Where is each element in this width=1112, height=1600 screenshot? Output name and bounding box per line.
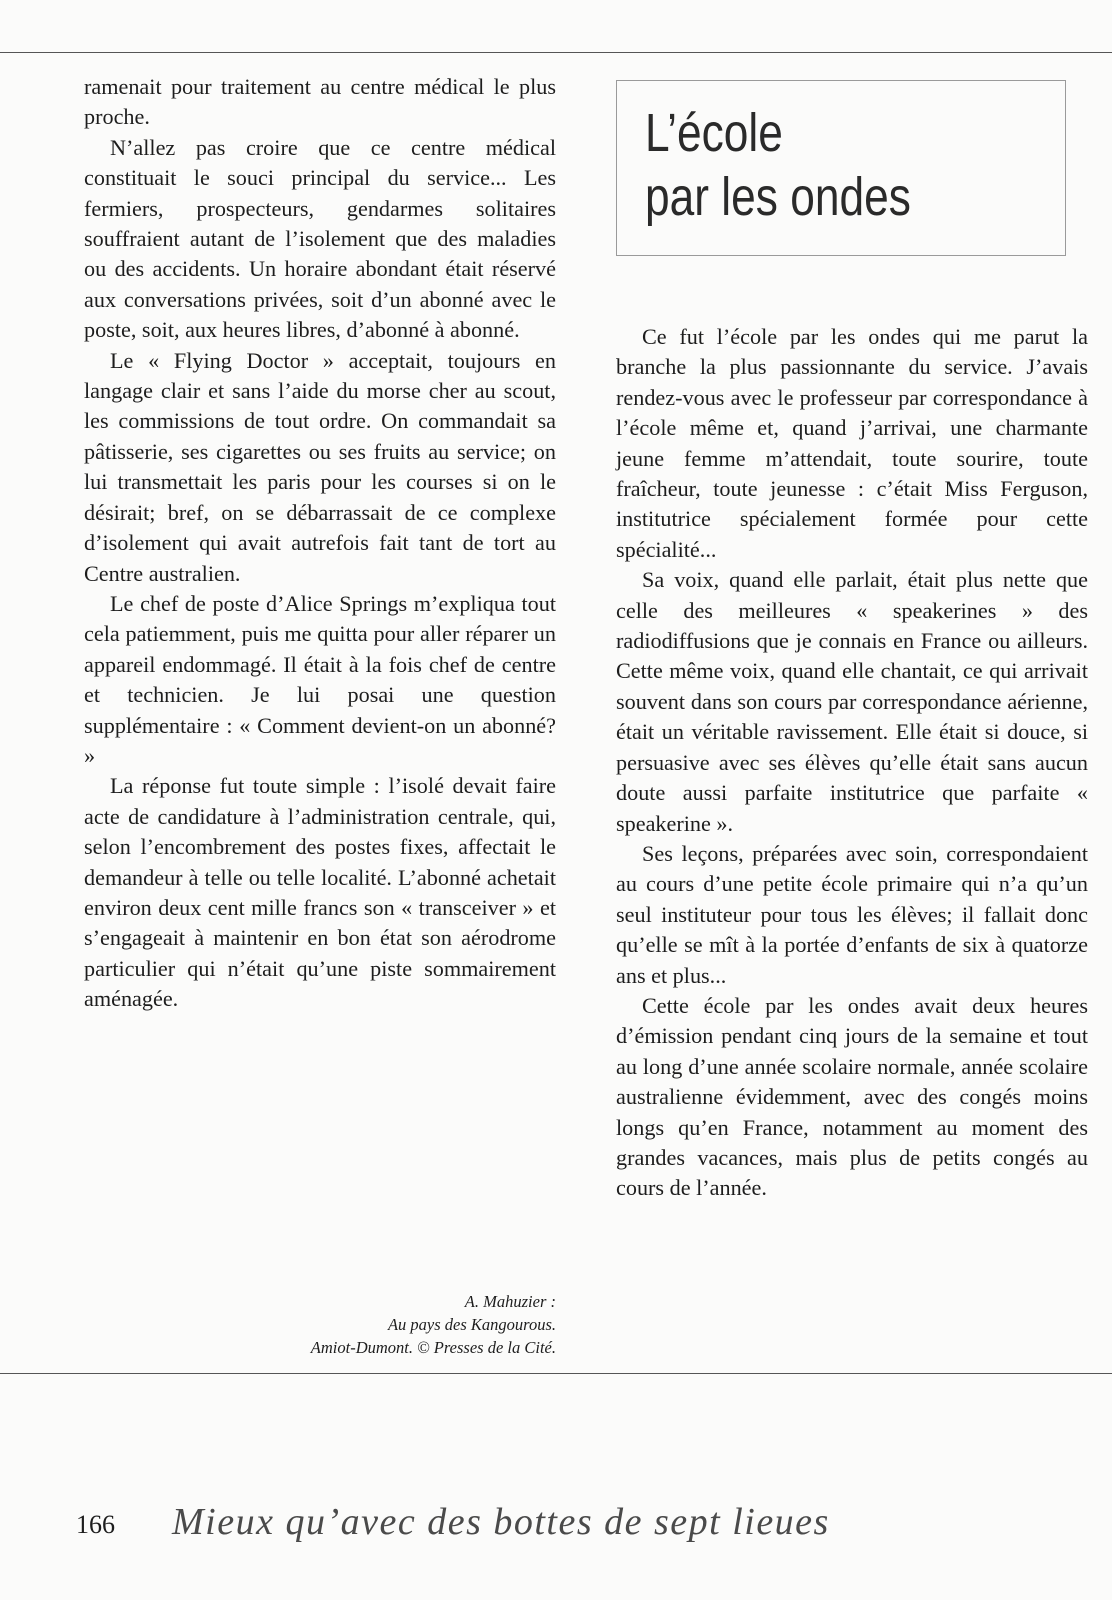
left-column [84, 72, 556, 1015]
section-title-line-2: par les ondes [645, 167, 911, 227]
paragraph: Cette école par les ondes avait deux heures d’émission pendant cinq jours de la semaine et tout au long d’une année scolaire normale, année scolaire australienne évidemment, avec des congés moins longs qu’en France, notamment au moment des grandes vacances, mais plus de petits congés au cours de l’année. [616, 992, 1088, 1201]
running-title: Mieux qu’avec des bottes de sept lieues [172, 1501, 830, 1543]
top-rule [0, 52, 1112, 53]
right-column [616, 322, 1088, 1204]
citation-book-title: Au pays des Kangourous. [387, 1315, 556, 1334]
section-title-line-1: L’école [645, 103, 783, 163]
page-number: 166 [76, 1510, 115, 1539]
citation-author: A. Mahuzier : [464, 1292, 556, 1311]
section-title-box [616, 80, 1066, 256]
paragraph: Ses leçons, préparées avec soin, correspondaient au cours d’une petite école primaire qui n’a qu’un seul instituteur pour tous les élèves; il fallait donc qu’elle se mît à la portée d’enfants de six à quatorze ans et plus... [616, 840, 1088, 988]
paragraph: Le « Flying Doctor » acceptait, toujours en langage clair et sans l’aide du morse cher au scout, les commissions de tout ordre. On commandait sa pâtisserie, ses cigarettes ou ses fruits au service; on lui transmettait les paris pour les courses si on le désirait; bref, on se débarrassait de ce complexe d’isolement qui avait autrefois fait tant de tort au Centre australien. [84, 347, 556, 586]
paragraph: Le chef de poste d’Alice Springs m’expliqua tout cela patiemment, puis me quitta pour aller réparer un appareil endommagé. Il était à la fois chef de centre et technicien. Je lui posai une question supplémentaire : « Comment devient-on un abonné? » [84, 590, 556, 768]
paragraph: Sa voix, quand elle parlait, était plus nette que celle des meilleures « speakerines » des radiodiffusions que je connais en France ou ailleurs. Cette même voix, quand elle chantait, ce qui arrivait souvent dans son cours par correspondance aérienne, était un véritable ravissement. Elle était si douce, si persuasive avec ses élèves qu’elle était sans aucun doute aussi parfaite institutrice que parfaite « speakerine ». [616, 567, 1088, 836]
paragraph: N’allez pas croire que ce centre médical constituait le souci principal du service... Les fermiers, prospecteurs, gendarmes solitaires souffraient autant de l’isolement que des maladies ou des accidents. Un horaire abondant était réservé aux conversations privées, soit d’un abonné avec le poste, soit, aux heures libres, d’abonné à abonné. [84, 134, 556, 343]
paragraph: ramenait pour traitement au centre médical le plus proche. [84, 74, 556, 130]
citation-publisher: Amiot-Dumont. © Presses de la Cité. [310, 1338, 556, 1357]
bottom-rule [0, 1373, 1112, 1374]
paragraph: Ce fut l’école par les ondes qui me parut la branche la plus passionnante du service. J’avais rendez-vous avec le professeur par correspondance à l’école même et, quand j’arrivai, une charmante jeune femme m’attendait, toute sourire, toute fraîcheur, toute jeunesse : c’était Miss Ferguson, institutrice spécialement formée pour cette spécialité... [616, 324, 1088, 562]
paragraph: La réponse fut toute simple : l’isolé devait faire acte de candidature à l’administration centrale, qui, selon l’encombrement des postes fixes, affectait le demandeur à telle ou telle localité. L’abonné achetait environ deux cent mille francs son « transceiver » et s’engageait à maintenir en bon état son aérodrome particulier qui n’était qu’une piste sommairement aménagée. [84, 773, 556, 1012]
source-citation [84, 1290, 556, 1359]
